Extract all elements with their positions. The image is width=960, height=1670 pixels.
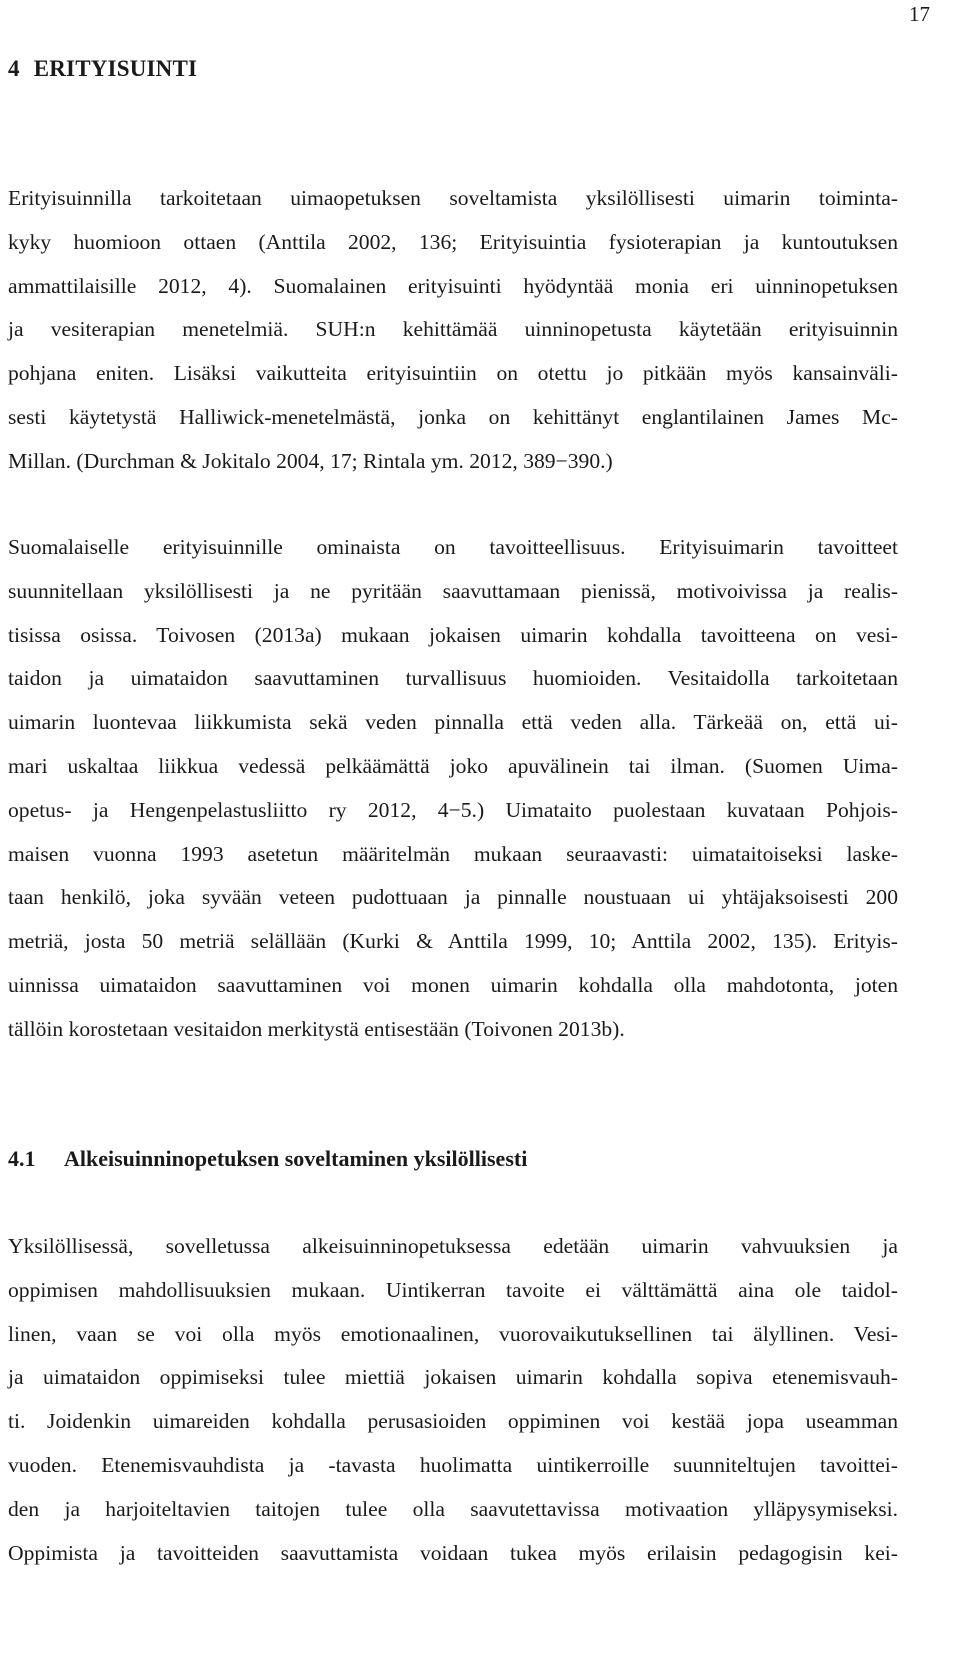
paragraph-line: taidon ja uimataidon saavuttaminen turvallisuus huomioiden. Vesitaidolla tarkoitetaan bbox=[8, 666, 898, 691]
paragraph-line: Yksilöllisessä, sovelletussa alkeisuinninopetuksessa edetään uimarin vahvuuksien ja bbox=[8, 1234, 898, 1258]
paragraph-line: linen, vaan se voi olla myös emotionaalinen, vuorovaikutuksellinen tai älyllinen. Vesi- bbox=[8, 1321, 898, 1346]
paragraph-line: maisen vuonna 1993 asetetun määritelmän mukaan seuraavasti: uimataitoiseksi laske- bbox=[8, 841, 898, 866]
chapter-title bbox=[8, 56, 197, 82]
paragraph-line: opetus- ja Hengenpelastusliitto ry 2012, 4−5.) Uimataito puolestaan kuvataan Pohjois- bbox=[8, 797, 898, 822]
paragraph-line: den ja harjoiteltavien taitojen tulee olla saavutettavissa motivaation ylläpysymiseksi. bbox=[8, 1496, 898, 1521]
paragraph-line: ti. Joidenkin uimareiden kohdalla perusasioiden oppiminen voi kestää jopa useamman bbox=[8, 1409, 898, 1434]
chapter-number: 4 bbox=[8, 56, 20, 81]
paragraph bbox=[8, 177, 898, 484]
paragraph-line: uinnissa uimataidon saavuttaminen voi monen uimarin kohdalla olla mahdotonta, joten bbox=[8, 972, 898, 997]
paragraph-line: uimarin luontevaa liikkumista sekä veden pinnalla että veden alla. Tärkeää on, että ui- bbox=[8, 710, 898, 735]
paragraph-line: ja vesiterapian menetelmiä. SUH:n kehittämää uinninopetusta käytetään erityisuinnin bbox=[8, 317, 898, 342]
paragraph-line: ammattilaisille 2012, 4). Suomalainen erityisuinti hyödyntää monia eri uinninopetuksen bbox=[8, 273, 898, 298]
chapter-title-text: ERITYISUINTI bbox=[33, 56, 198, 81]
paragraph-line: tisissa osissa. Toivosen (2013a) mukaan jokaisen uimarin kohdalla tavoitteena on vesi- bbox=[8, 622, 898, 647]
paragraph-line: kyky huomioon ottaen (Anttila 2002, 136; Erityisuintia fysioterapian ja kuntoutuksen bbox=[8, 229, 898, 254]
paragraph-line: Suomalaiselle erityisuinnille ominaista on tavoitteellisuus. Erityisuimarin tavoitteet bbox=[8, 535, 898, 559]
paragraph-line: taan henkilö, joka syvään veteen pudottuaan ja pinnalle noustuaan ui yhtäjaksoisesti 200 bbox=[8, 885, 898, 910]
paragraph-line: ja uimataidon oppimiseksi tulee miettiä jokaisen uimarin kohdalla sopiva etenemisvauh- bbox=[8, 1365, 898, 1390]
paragraph-line: tällöin korostetaan vesitaidon merkitystä entisestään (Toivonen 2013b). bbox=[8, 1016, 625, 1041]
section-title-text: Alkeisuinninopetuksen soveltaminen yksilöllisesti bbox=[64, 1146, 528, 1171]
paragraph bbox=[8, 526, 898, 1052]
paragraph-line: Millan. (Durchman & Jokitalo 2004, 17; Rintala ym. 2012, 389−390.) bbox=[8, 448, 613, 473]
paragraph-line: Oppimista ja tavoitteiden saavuttamista voidaan tukea myös erilaisin pedagogisin kei- bbox=[8, 1540, 898, 1565]
section-number: 4.1 bbox=[8, 1146, 36, 1171]
page-number: 17 bbox=[909, 2, 930, 26]
paragraph-line: Erityisuinnilla tarkoitetaan uimaopetuksen soveltamista yksilöllisesti uimarin toiminta- bbox=[8, 186, 898, 210]
paragraph-line: suunnitellaan yksilöllisesti ja ne pyritään saavuttamaan pienissä, motivoivissa ja realis- bbox=[8, 578, 898, 603]
paragraph-line: mari uskaltaa liikkua vedessä pelkäämättä joko apuvälinein tai ilman. (Suomen Uima- bbox=[8, 753, 898, 778]
paragraph-line: sesti käytetystä Halliwick-menetelmästä, jonka on kehittänyt englantilainen James Mc- bbox=[8, 404, 898, 429]
paragraph-line: pohjana eniten. Lisäksi vaikutteita erityisuintiin on otettu jo pitkään myös kansainväli- bbox=[8, 361, 898, 386]
paragraph-line: oppimisen mahdollisuuksien mukaan. Uintikerran tavoite ei välttämättä aina ole taidol- bbox=[8, 1277, 898, 1302]
section-title bbox=[8, 1146, 527, 1172]
paragraph bbox=[8, 1225, 898, 1575]
paragraph-line: metriä, josta 50 metriä selällään (Kurki & Anttila 1999, 10; Anttila 2002, 135). Erityis- bbox=[8, 929, 898, 954]
paragraph-line: vuoden. Etenemisvauhdista ja -tavasta huolimatta uintikerroille suunniteltujen tavoittei- bbox=[8, 1452, 898, 1477]
